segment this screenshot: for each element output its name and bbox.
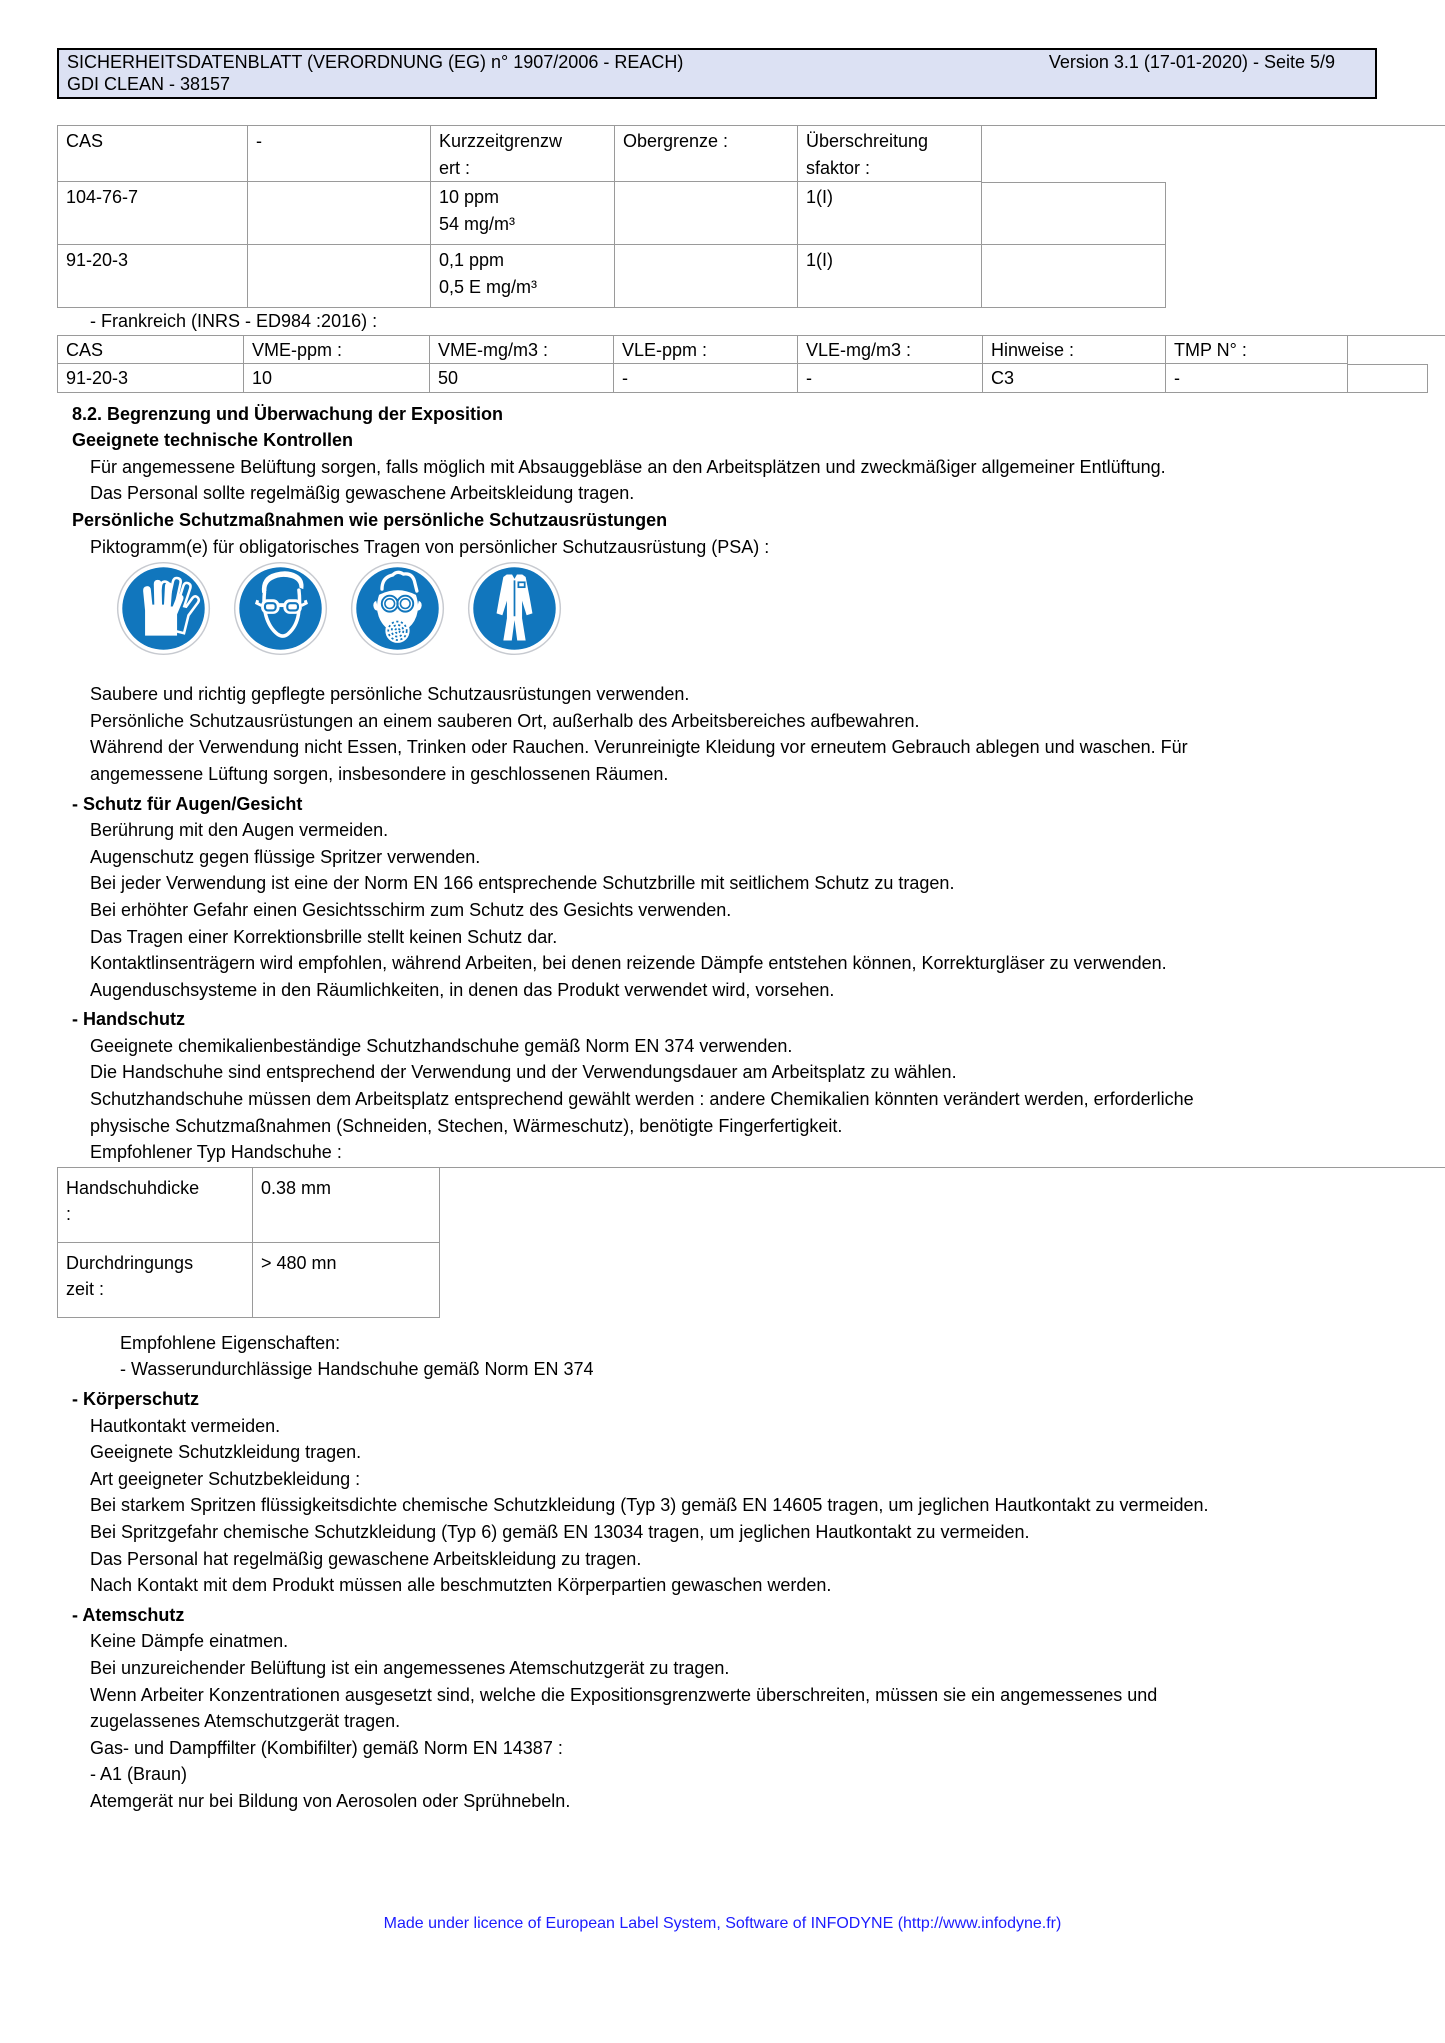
cell-limit-values: 0,1 ppm 0,5 E mg/m³ bbox=[431, 245, 615, 308]
header-row-1 bbox=[67, 51, 1367, 73]
cell-vme-ppm: 10 bbox=[244, 364, 430, 393]
cell-vle-ppm: - bbox=[614, 364, 798, 393]
hand-protection-heading: - Handschutz bbox=[72, 1009, 186, 1030]
paragraph: Das Personal sollte regelmäßig gewaschene Arbeitskleidung tragen. bbox=[90, 483, 635, 504]
section-8-2-heading: 8.2. Begrenzung und Überwachung der Exposition bbox=[72, 403, 504, 424]
cell-breakthrough-time-value: > 480 mn bbox=[253, 1243, 440, 1318]
paragraph: Gas- und Dampffilter (Kombifilter) gemäß Norm EN 14387 : bbox=[90, 1737, 563, 1758]
paragraph: Wenn Arbeiter Konzentrationen ausgesetzt sind, welche die Expositionsgrenzwerte überschreiten, müssen sie ein angemessenes und bbox=[90, 1684, 1158, 1705]
eye-face-protection-heading: - Schutz für Augen/Gesicht bbox=[72, 793, 303, 814]
glove-spec-table bbox=[57, 1167, 1445, 1318]
personal-protection-heading: Persönliche Schutzmaßnahmen wie persönliche Schutzausrüstungen bbox=[72, 509, 668, 530]
paragraph: Empfohlener Typ Handschuhe : bbox=[90, 1142, 342, 1163]
table-row bbox=[57, 245, 1445, 308]
exposure-limits-table bbox=[57, 125, 1445, 308]
paragraph: zugelassenes Atemschutzgerät tragen. bbox=[90, 1711, 401, 1732]
paragraph: Atemgerät nur bei Bildung von Aerosolen oder Sprühnebeln. bbox=[90, 1790, 571, 1811]
cell-empty bbox=[982, 182, 1166, 245]
table-header-row bbox=[57, 125, 1445, 182]
inrs-limits-table bbox=[57, 335, 1445, 393]
paragraph: physische Schutzmaßnahmen (Schneiden, Stechen, Wärmeschutz), benötigte Fingerfertigkeit. bbox=[90, 1115, 843, 1136]
cell-empty bbox=[1348, 364, 1428, 393]
paragraph: Hautkontakt vermeiden. bbox=[90, 1415, 281, 1436]
col-header-vme-ppm: VME-ppm : bbox=[244, 336, 430, 364]
cell-factor: 1(I) bbox=[798, 182, 982, 245]
cell-factor: 1(I) bbox=[798, 245, 982, 308]
col-header-tmp: TMP N° : bbox=[1166, 336, 1348, 364]
cell-breakthrough-time-label: Durchdringungs zeit : bbox=[58, 1243, 253, 1318]
recommended-properties-label: Empfohlene Eigenschaften: bbox=[120, 1332, 341, 1353]
col-header-obergrenze: Obergrenze : bbox=[615, 126, 798, 182]
technical-controls-heading: Geeignete technische Kontrollen bbox=[72, 430, 354, 451]
product-name: GDI CLEAN - 38157 bbox=[67, 74, 231, 94]
table-row bbox=[57, 182, 1445, 245]
paragraph: Während der Verwendung nicht Essen, Trinken oder Rauchen. Verunreinigte Kleidung vor erneutem Gebrauch ablegen und waschen. Für bbox=[90, 737, 1188, 758]
paragraph: Keine Dämpfe einatmen. bbox=[90, 1631, 289, 1652]
col-header-vme-mg: VME-mg/m3 : bbox=[430, 336, 614, 364]
paragraph: Kontaktlinsenträgern wird empfohlen, während Arbeiten, bei denen reizende Dämpfe entstehen können, Korrekturgläser zu verwenden. bbox=[90, 953, 1167, 974]
table-row bbox=[57, 1167, 1445, 1243]
paragraph: Art geeigneter Schutzbekleidung : bbox=[90, 1468, 361, 1489]
cell-hinweise: C3 bbox=[983, 364, 1166, 393]
pictogram-caption: Piktogramm(e) für obligatorisches Tragen von persönlicher Schutzausrüstung (PSA) : bbox=[90, 536, 770, 557]
paragraph: Schutzhandschuhe müssen dem Arbeitsplatz entsprechend gewählt werden : andere Chemikalien könnten verändert werden, erforderliche bbox=[90, 1089, 1194, 1110]
gloves-icon bbox=[115, 560, 212, 657]
cell-empty bbox=[615, 182, 798, 245]
cell-empty bbox=[982, 245, 1166, 308]
paragraph: Augenduschsysteme in den Räumlichkeiten, in denen das Produkt verwendet wird, vorsehen. bbox=[90, 979, 835, 1000]
paragraph: Für angemessene Belüftung sorgen, falls möglich mit Absauggebläse an den Arbeitsplätzen und zweckmäßiger allgemeiner Entlüftung. bbox=[90, 456, 1166, 477]
col-header-vle-mg: VLE-mg/m3 : bbox=[798, 336, 983, 364]
paragraph: Saubere und richtig gepflegte persönliche Schutzausrüstungen verwenden. bbox=[90, 684, 690, 705]
paragraph: Geeignete Schutzkleidung tragen. bbox=[90, 1442, 362, 1463]
cell-vle-mg: - bbox=[798, 364, 983, 393]
paragraph: Geeignete chemikalienbeständige Schutzhandschuhe gemäß Norm EN 374 verwenden. bbox=[90, 1035, 793, 1056]
respirator-icon bbox=[349, 560, 446, 657]
ppe-pictograms bbox=[115, 560, 1445, 657]
col-header-hinweise: Hinweise : bbox=[983, 336, 1166, 364]
paragraph: Berührung mit den Augen vermeiden. bbox=[90, 820, 389, 841]
paragraph: Bei erhöhter Gefahr einen Gesichtsschirm zum Schutz des Gesichts verwenden. bbox=[90, 899, 732, 920]
paragraph: - Wasserundurchlässige Handschuhe gemäß Norm EN 374 bbox=[120, 1359, 594, 1380]
version-page-label: Version 3.1 (17-01-2020) - Seite 5/9 bbox=[1048, 52, 1335, 72]
paragraph: Augenschutz gegen flüssige Spritzer verwenden. bbox=[90, 846, 481, 867]
col-header-faktor: Überschreitung sfaktor : bbox=[798, 126, 982, 182]
col-header-kurzzeit: Kurzzeitgrenzw ert : bbox=[431, 126, 615, 182]
eye-protection-icon bbox=[232, 560, 329, 657]
cell-cas: 91-20-3 bbox=[58, 364, 244, 393]
paragraph: - A1 (Braun) bbox=[90, 1764, 188, 1785]
body-protection-heading: - Körperschutz bbox=[72, 1389, 200, 1410]
paragraph: Persönliche Schutzausrüstungen an einem sauberen Ort, außerhalb des Arbeitsbereiches aufbewahren. bbox=[90, 710, 920, 731]
col-header-cas: CAS bbox=[58, 336, 244, 364]
cell-empty bbox=[615, 245, 798, 308]
respiratory-protection-heading: - Atemschutz bbox=[72, 1604, 185, 1625]
cell-vme-mg: 50 bbox=[430, 364, 614, 393]
france-inrs-label: - Frankreich (INRS - ED984 :2016) : bbox=[90, 311, 378, 331]
paragraph: Bei Spritzgefahr chemische Schutzkleidung (Typ 6) gemäß EN 13034 tragen, um jeglichen Hautkontakt zu vermeiden. bbox=[90, 1522, 1030, 1542]
cell-tmp: - bbox=[1166, 364, 1348, 393]
protective-clothing-icon bbox=[466, 560, 563, 657]
cell-empty bbox=[248, 182, 431, 245]
col-header-vle-ppm: VLE-ppm : bbox=[614, 336, 798, 364]
paragraph: Das Tragen einer Korrektionsbrille stellt keinen Schutz dar. bbox=[90, 926, 558, 947]
col-header-cas: CAS bbox=[58, 126, 248, 182]
table-row bbox=[57, 1243, 1445, 1318]
paragraph: Das Personal hat regelmäßig gewaschene Arbeitskleidung zu tragen. bbox=[90, 1548, 642, 1569]
paragraph: Bei starkem Spritzen flüssigkeitsdichte chemische Schutzkleidung (Typ 3) gemäß EN 14605 tragen, um jeglichen Hautkontakt zu vermeiden. bbox=[90, 1495, 1209, 1516]
cell-glove-thickness-value: 0.38 mm bbox=[253, 1168, 440, 1243]
paragraph: Bei unzureichender Belüftung ist ein angemessenes Atemschutzgerät zu tragen. bbox=[90, 1657, 730, 1678]
document-header-band bbox=[57, 48, 1377, 99]
paragraph: angemessene Lüftung sorgen, insbesondere in geschlossenen Räumen. bbox=[90, 763, 669, 784]
table-row bbox=[57, 364, 1445, 393]
col-header-dash: - bbox=[248, 126, 431, 182]
cell-cas: 91-20-3 bbox=[58, 245, 248, 308]
document-title: SICHERHEITSDATENBLATT (VERORDNUNG (EG) n° 1907/2006 - REACH) bbox=[67, 52, 684, 72]
cell-empty bbox=[248, 245, 431, 308]
paragraph: Bei jeder Verwendung ist eine der Norm EN 166 entsprechende Schutzbrille mit seitlichem Schutz zu tragen. bbox=[90, 873, 955, 894]
cell-glove-thickness-label: Handschuhdicke : bbox=[58, 1168, 253, 1243]
table-header-row bbox=[57, 335, 1445, 364]
paragraph: Die Handschuhe sind entsprechend der Verwendung und der Verwendungsdauer am Arbeitsplatz zu wählen. bbox=[90, 1062, 957, 1083]
cell-cas: 104-76-7 bbox=[58, 182, 248, 245]
paragraph: Nach Kontakt mit dem Produkt müssen alle beschmutzten Körperpartien gewaschen werden. bbox=[90, 1575, 832, 1596]
footer-licence-text: Made under licence of European Label System, Software of INFODYNE (http://www.infodyne.fr) bbox=[383, 1915, 1062, 1932]
cell-limit-values: 10 ppm 54 mg/m³ bbox=[431, 182, 615, 245]
